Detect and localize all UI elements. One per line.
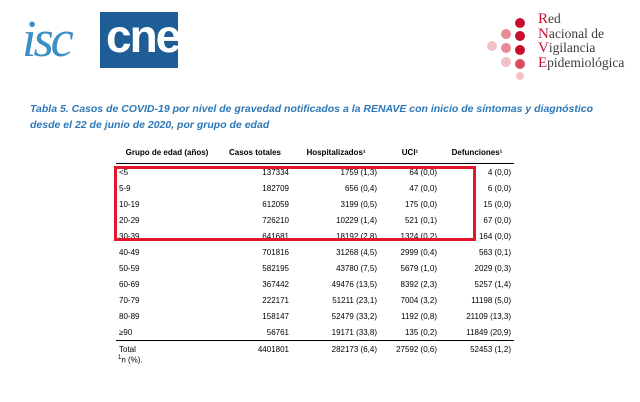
cell-hospitalized: 51211 (23,1) (332, 295, 377, 305)
header-deaths: Defunciones¹ (440, 141, 514, 164)
cell-total-cases: 222171 (262, 295, 289, 305)
cell-total-label: Total (116, 341, 218, 358)
cell-age-group: 20-29 (119, 215, 140, 225)
cell-icu: 2999 (0,4) (400, 247, 437, 257)
cell-total-cases: 4401801 (218, 341, 292, 358)
cell-icu: 47 (0,0) (409, 183, 437, 193)
cell-hospitalized: 52479 (33,2) (331, 311, 377, 321)
cell-total-cases: 582195 (262, 263, 289, 273)
cell-icu: 8392 (2,3) (400, 279, 437, 289)
table-row (116, 260, 514, 276)
cell-total-cases: 641681 (262, 231, 289, 241)
cell-total-cases: 701816 (262, 247, 289, 257)
cell-deaths: 563 (0,1) (478, 247, 511, 257)
table-caption: Tabla 5. Casos de COVID-19 por nivel de gravedad notificados a la RENAVE con inicio de síntomas y diagnóstico desde el 22 de junio de 2020, por grupo de edad (30, 103, 594, 131)
header-icu: UCI¹ (380, 141, 440, 164)
table-row (116, 276, 514, 292)
cell-age-group: 40-49 (119, 247, 140, 257)
cell-age-group: ≥90 (119, 327, 133, 337)
cell-deaths: 4 (0,0) (487, 167, 511, 177)
renave-logo-icon (478, 16, 538, 80)
cell-icu: 7004 (3,2) (400, 295, 437, 305)
cell-age-group: 5-9 (119, 183, 131, 193)
header-age-group: Grupo de edad (años) (116, 141, 218, 164)
cell-hospitalized: 31268 (4,5) (336, 247, 377, 257)
cell-age-group: <5 (119, 167, 129, 177)
table-row (116, 244, 514, 260)
cell-hospitalized: 19171 (33,8) (331, 327, 377, 337)
cell-deaths: 11849 (20,9) (466, 327, 511, 337)
table-total-row (116, 341, 514, 358)
cell-total-cases: 726210 (262, 215, 289, 225)
cell-hospitalized: 10229 (1,4) (336, 215, 377, 225)
cell-total-cases: 367442 (262, 279, 289, 289)
cell-icu: 175 (0,0) (404, 199, 437, 209)
cell-age-group: 50-59 (119, 263, 140, 273)
cell-deaths: 15 (0,0) (483, 199, 511, 209)
cell-total-icu: 27592 (0,6) (380, 341, 440, 358)
cell-hospitalized: 1759 (1,3) (340, 167, 377, 177)
cell-icu: 521 (0,1) (404, 215, 437, 225)
cell-deaths: 5257 (1,4) (474, 279, 511, 289)
cell-total-hospitalized: 282173 (6,4) (292, 341, 380, 358)
highlight-box (114, 166, 476, 241)
cell-icu: 1324 (0,2) (400, 231, 437, 241)
cell-icu: 64 (0,0) (409, 167, 437, 177)
cell-total-cases: 158147 (262, 311, 289, 321)
cell-hospitalized: 43780 (7,5) (336, 263, 377, 273)
table-row (116, 292, 514, 308)
cell-total-deaths: 52453 (1,2) (440, 341, 514, 358)
cell-icu: 135 (0,2) (404, 327, 437, 337)
cell-hospitalized: 3199 (0,5) (340, 199, 377, 209)
cell-age-group: 70-79 (119, 295, 140, 305)
cell-deaths: 6 (0,0) (487, 183, 511, 193)
cell-total-cases: 137334 (262, 167, 289, 177)
table-header-row (116, 141, 514, 164)
isciii-logo (20, 10, 108, 70)
cell-deaths: 11198 (5,0) (471, 295, 511, 305)
cell-deaths: 21109 (13,3) (466, 311, 511, 321)
cell-deaths: 67 (0,0) (483, 215, 511, 225)
header-total-cases: Casos totales (218, 141, 292, 164)
cell-age-group: 30-39 (119, 231, 140, 241)
table-row (116, 324, 514, 341)
cell-total-cases: 612059 (262, 199, 289, 209)
cell-deaths: 164 (0,0) (478, 231, 511, 241)
cell-total-cases: 56761 (266, 327, 289, 337)
cne-logo-text: cne (106, 10, 180, 62)
cell-hospitalized: 49476 (13,5) (331, 279, 377, 289)
isciii-logo-text: isc (22, 11, 71, 68)
table-footnote: $^1$n (%). (118, 355, 143, 365)
cell-hospitalized: 18192 (2,8) (336, 231, 377, 241)
cell-deaths: 2029 (0,3) (474, 263, 511, 273)
cell-icu: 5679 (1,0) (400, 263, 437, 273)
cell-age-group: 60-69 (119, 279, 140, 289)
cell-icu: 1192 (0,8) (401, 311, 437, 321)
cell-hospitalized: 656 (0,4) (344, 183, 377, 193)
table-row (116, 308, 514, 324)
cell-age-group: 80-89 (119, 311, 140, 321)
renave-logo-text: Red Nacional de Vigilancia Epidemiológica (538, 11, 625, 71)
header-hospitalized: Hospitalizados¹ (292, 141, 380, 164)
cell-age-group: 10-19 (119, 199, 140, 209)
cne-logo (100, 12, 178, 68)
cell-total-cases: 182709 (262, 183, 289, 193)
